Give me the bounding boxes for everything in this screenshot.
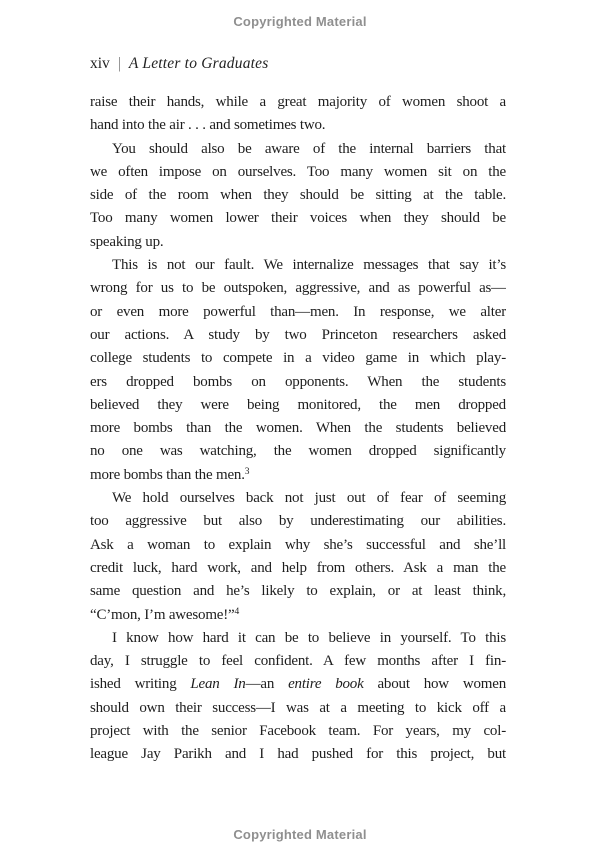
running-header: [90, 55, 268, 73]
text-line: same question and he’s likely to explain, or at least think,: [90, 583, 506, 600]
footnote-marker-4: 4: [234, 606, 240, 617]
text-line: speaking up.: [90, 233, 164, 250]
text-line: This is not our fault. We internalize messages that say it’s: [112, 257, 506, 274]
text-segment: about how women: [363, 676, 506, 693]
copyright-watermark-bottom: Copyrighted Material: [233, 827, 367, 842]
text-line: We hold ourselves back not just out of fear of seeming: [112, 490, 506, 507]
text-line: believed they were being monitored, the men dropped: [90, 396, 506, 413]
text-line: Too many women lower their voices when they should be: [90, 210, 506, 227]
text-line: raise their hands, while a great majority of women shoot a: [90, 94, 506, 110]
text-segment: ished writing: [90, 676, 191, 693]
text-segment: “C’mon, I’m awesome!”: [90, 606, 235, 623]
text-segment: —an: [245, 676, 289, 693]
chapter-title: A Letter to Graduates: [128, 55, 269, 72]
text-line: project with the senior Facebook team. For years, my col-: [90, 723, 506, 740]
text-line: [90, 604, 506, 627]
text-line: You should also be aware of the internal barriers that: [112, 140, 506, 157]
emphasis-italic: entire book: [288, 676, 364, 693]
text-line: I know how hard it can be to believe in yourself. To this: [112, 629, 506, 646]
text-line: our actions. A study by two Princeton researchers asked: [90, 326, 506, 343]
text-line: Ask a woman to explain why she’s successful and she’ll: [90, 536, 506, 553]
copyright-watermark-top: Copyrighted Material: [233, 14, 367, 29]
text-line: credit luck, hard work, and help from others. Ask a man the: [90, 559, 506, 576]
text-line: wrong for us to be outspoken, aggressive, and as powerful as—: [90, 280, 506, 297]
header-separator: |: [118, 55, 121, 72]
text-line: league Jay Parikh and I had pushed for this project, but: [90, 746, 506, 763]
text-line: no one was watching, the women dropped significantly: [90, 443, 506, 460]
text-line: [90, 464, 506, 487]
text-line: ers dropped bombs on opponents. When the students: [90, 373, 506, 390]
body-text: [90, 91, 506, 767]
text-line: we often impose on ourselves. Too many women sit on the: [90, 163, 506, 180]
text-line: hand into the air . . . and sometimes two.: [90, 117, 326, 134]
text-line: more bombs than the women. When the students believed: [90, 420, 506, 437]
text-line: should own their success—I was at a meeting to kick off a: [90, 699, 506, 716]
book-title-italic: Lean In: [190, 676, 246, 693]
text-line: college students to compete in a video game in which play-: [90, 350, 506, 367]
footnote-marker-3: 3: [244, 466, 250, 477]
text-line: side of the room when they should be sitting at the table.: [90, 187, 506, 204]
text-line: day, I struggle to feel confident. A few months after I fin-: [90, 653, 506, 670]
text-segment: more bombs than the men.: [90, 466, 245, 483]
text-line: too aggressive but also by underestimating our abilities.: [90, 513, 506, 530]
text-line: or even more powerful than—men. In response, we alter: [90, 303, 506, 320]
text-line: [90, 673, 506, 696]
page-number: xiv: [90, 55, 110, 72]
